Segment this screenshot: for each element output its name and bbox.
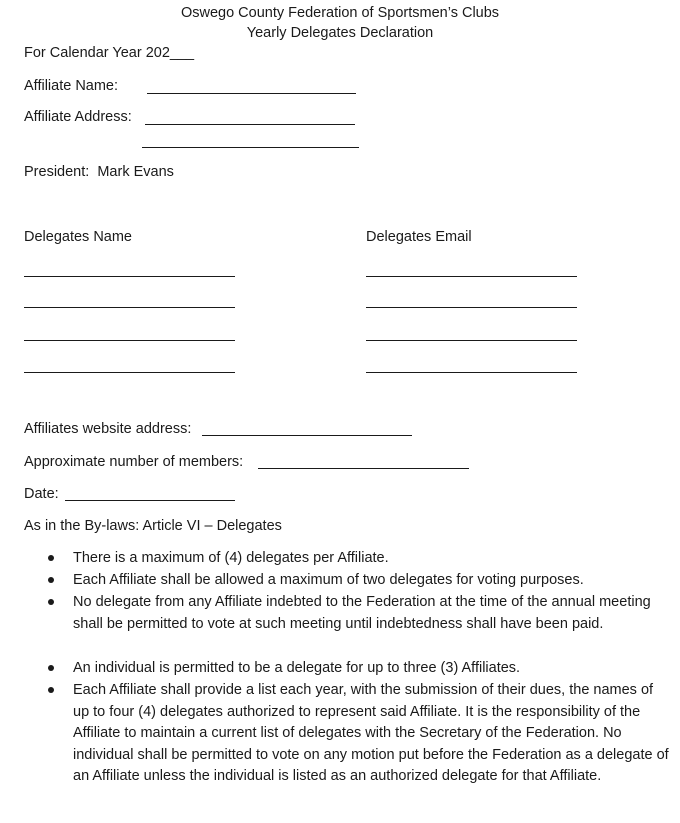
delegate-email-field-3[interactable] <box>366 340 577 341</box>
members-field[interactable] <box>258 468 469 469</box>
affiliate-address-field-2[interactable] <box>142 147 359 148</box>
affiliate-name-field[interactable] <box>147 93 356 94</box>
bylaw-item: An individual is permitted to be a delegate for up to three (3) Affiliates. <box>73 660 521 676</box>
delegates-name-header: Delegates Name <box>24 229 132 245</box>
form-title: Yearly Delegates Declaration <box>246 25 434 41</box>
date-label: Date: <box>24 486 59 502</box>
bullet-icon <box>48 555 54 561</box>
delegate-email-field-2[interactable] <box>366 307 577 308</box>
website-field[interactable] <box>202 435 412 436</box>
bullet-icon <box>48 687 54 693</box>
bylaws-heading: As in the By-laws: Article VI – Delegates <box>24 518 282 534</box>
delegate-email-field-1[interactable] <box>366 276 577 277</box>
president-label: President: Mark Evans <box>24 164 174 180</box>
affiliate-name-label: Affiliate Name: <box>24 78 119 94</box>
affiliate-address-label: Affiliate Address: <box>24 109 132 125</box>
bylaw-item: Each Affiliate shall be allowed a maximum of two delegates for voting purposes. <box>73 572 584 588</box>
bylaw-item: There is a maximum of (4) delegates per Affiliate. <box>73 550 389 566</box>
delegate-name-field-1[interactable] <box>24 276 235 277</box>
delegate-name-field-3[interactable] <box>24 340 235 341</box>
affiliate-address-field-1[interactable] <box>145 124 355 125</box>
bylaw-item: Each Affiliate shall provide a list each year, with the submission of their dues, the names of up to four (4) delegates authorized to represent said Affiliate. It is the responsibility of the Affiliate to maintain a current list of delegates with the Secretary of the Federation. No individual shall be permitted to vote on any motion put before the Federation as a delegate of an Affiliate unless the individual is listed as an authorized delegate for that Affiliate. <box>73 682 669 784</box>
delegate-name-field-2[interactable] <box>24 307 235 308</box>
delegate-email-field-4[interactable] <box>366 372 577 373</box>
website-label: Affiliates website address: <box>24 421 192 437</box>
bylaw-item: No delegate from any Affiliate indebted to the Federation at the time of the annual meeting shall be permitted to vote at such meeting until indebtedness shall have been paid. <box>73 594 651 632</box>
bullet-icon <box>48 665 54 671</box>
bullet-icon <box>48 577 54 583</box>
date-field[interactable] <box>65 500 235 501</box>
members-label: Approximate number of members: <box>24 454 244 470</box>
bullet-icon <box>48 599 54 605</box>
calendar-year-label: For Calendar Year 202___ <box>24 45 195 61</box>
delegates-email-header: Delegates Email <box>366 229 472 245</box>
form-org-title: Oswego County Federation of Sportsmen’s Clubs <box>180 5 500 21</box>
delegate-name-field-4[interactable] <box>24 372 235 373</box>
